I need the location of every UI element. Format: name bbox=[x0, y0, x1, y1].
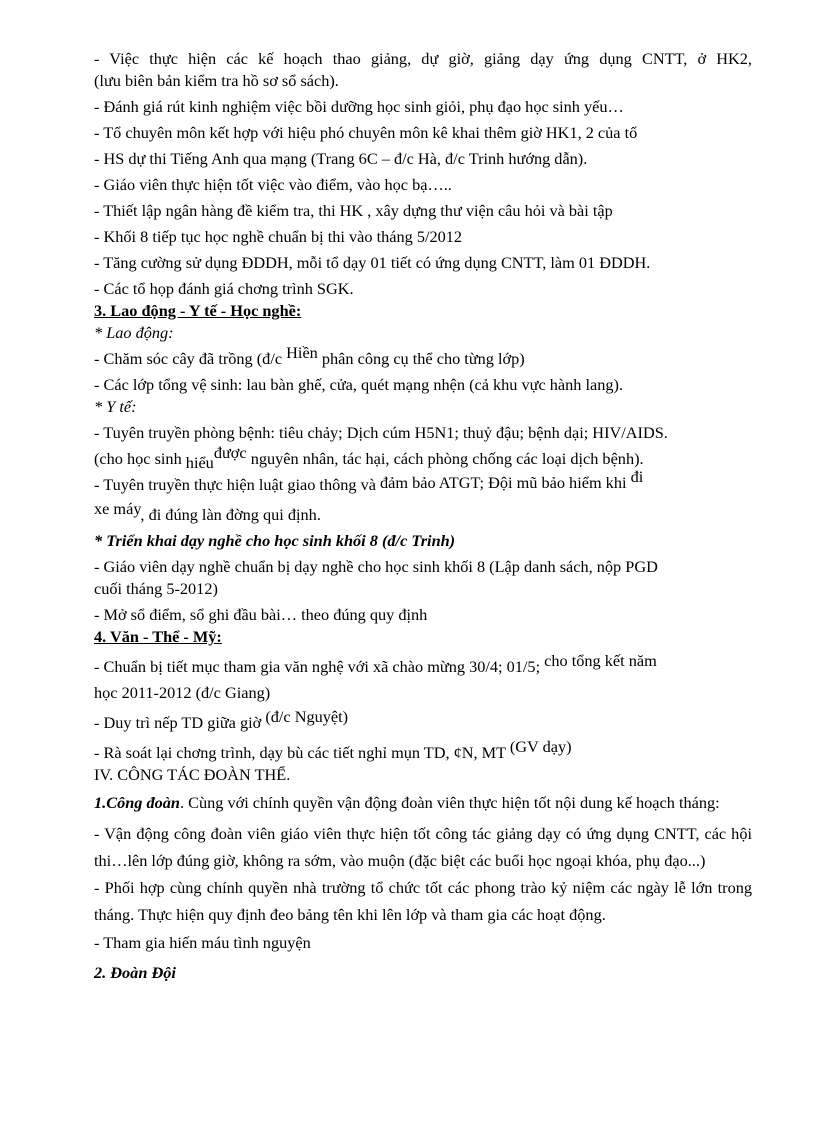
line-vao-diem: - Giáo viên thực hiện tốt việc vào điểm, vào học bạ….. bbox=[94, 175, 452, 194]
line-so-diem: - Mở sổ điểm, sổ ghi đầu bài… theo đúng quy định bbox=[94, 605, 428, 624]
line-bien-ban: (lưu biên bản kiểm tra hồ sơ sổ sách). bbox=[94, 71, 339, 90]
line-sgk: - Các tổ họp đánh giá chơng trình SGK. bbox=[94, 279, 354, 298]
line-khoi-8: - Khối 8 tiếp tục học nghề chuẩn bị thi vào tháng 5/2012 bbox=[94, 227, 463, 246]
paragraph-cong-doan: 1.Công đoàn. Cùng với chính quyền vận động đoàn viên thực hiện tốt nội dung kế hoạch tháng: bbox=[94, 793, 720, 812]
line-cuoi-thang: cuối tháng 5-2012) bbox=[94, 579, 218, 598]
subheading-day-nghe: * Triển khai dạy nghề cho học sinh khối 8 (đ/c Trinh) bbox=[94, 531, 456, 550]
line-cham-soc-cay: - Chăm sóc cây đã trồng (đ/c Hiền phân công cụ thể cho từng lớp) bbox=[94, 343, 525, 368]
line-the-duc: - Duy trì nếp TD giữa giờ (đ/c Nguyệt) bbox=[94, 707, 349, 732]
heading-lao-dong: 3. Lao động - Y tế - Học nghề: bbox=[94, 301, 302, 320]
heading-doan-doi: 2. Đoàn Đội bbox=[94, 963, 176, 982]
heading-van-the-my: 4. Văn - Thể - Mỹ: bbox=[94, 627, 222, 646]
subheading-y-te: * Y tế: bbox=[94, 397, 137, 416]
line-tieng-anh: - HS dự thi Tiếng Anh qua mạng (Trang 6C – đ/c Hà, đ/c Trinh hướng dẫn). bbox=[94, 149, 588, 168]
heading-doan-the: IV. CÔNG TÁC ĐOÀN THỂ. bbox=[94, 765, 291, 784]
line-to-chuyen-mon: - Tổ chuyên môn kết hợp với hiệu phó chuyên môn kê khai thêm giờ HK1, 2 của tổ bbox=[94, 123, 638, 142]
document-page bbox=[94, 48, 752, 984]
line-danh-gia: - Đánh giá rút kinh nghiệm việc bồi dưỡng học sinh giỏi, phụ đạo học sinh yếu… bbox=[94, 97, 624, 116]
line-ddh: - Tăng cường sử dụng ĐDDH, mỗi tổ dạy 01 tiết có ứng dụng CNTT, làm 01 ĐDDH. bbox=[94, 253, 651, 272]
line-ra-soat: - Rà soát lại chơng trình, dạy bù các tiết nghỉ mụn TD, ¢N, MT (GV dạy) bbox=[94, 737, 572, 762]
line-hoc-sinh-hieu: (cho học sinh hiểuđược nguyên nhân, tác hại, cách phòng chống các loại dịch bệnh). bbox=[94, 443, 644, 472]
line-ngan-hang-de: - Thiết lập ngân hàng đề kiểm tra, thi HK , xây dựng thư viện câu hỏi và bài tập bbox=[94, 201, 613, 220]
subheading-lao-dong: * Lao động: bbox=[94, 323, 174, 342]
line-nam-hoc: học 2011-2012 (đ/c Giang) bbox=[94, 683, 271, 702]
line-hien-mau: - Tham gia hiến máu tình nguyện bbox=[94, 933, 311, 952]
line-giao-vien-nghe: - Giáo viên dạy nghề chuẩn bị dạy nghề cho học sinh khối 8 (Lập danh sách, nộp PGD bbox=[94, 557, 658, 576]
line-phoi-hop: - Phối hợp cùng chính quyền nhà trường tổ chức tốt các phong trào kỷ niệm các ngày lễ lớn trong tháng. Thực hiện quy định đeo bảng tên khi lên lớp và tham gia các hoạt động. bbox=[94, 878, 752, 924]
line-van-nghe: - Chuẩn bị tiết mục tham gia văn nghệ với xã chào mừng 30/4; 01/5; cho tổng kết năm bbox=[94, 651, 657, 676]
line-xe-may: xe máy, đi đúng làn đờng qui định. bbox=[94, 499, 321, 524]
line-van-dong: - Vận động công đoàn viên giáo viên thực hiện tốt công tác giảng dạy có ứng dụng CNTT, các hội thi…lên lớp đúng giờ, không ra sớm, vào muộn (đặc biệt các buổi học ngoại khóa, phụ đạo...) bbox=[94, 824, 752, 870]
line-ve-sinh: - Các lớp tổng vệ sinh: lau bàn ghế, cửa, quét mạng nhện (cả khu vực hành lang). bbox=[94, 375, 624, 394]
line-thao-giang: - Việc thực hiện các kế hoạch thao giảng, dự giờ, giảng dạy ứng dụng CNTT, ở HK2, bbox=[94, 49, 752, 68]
line-phong-benh: - Tuyên truyền phòng bệnh: tiêu chảy; Dịch cúm H5N1; thuỷ đậu; bệnh dại; HIV/AIDS. bbox=[94, 423, 668, 442]
line-giao-thong: - Tuyên truyền thực hiện luật giao thông và đảm bảo ATGT; Đội mũ bảo hiểm khi đi bbox=[94, 467, 644, 494]
